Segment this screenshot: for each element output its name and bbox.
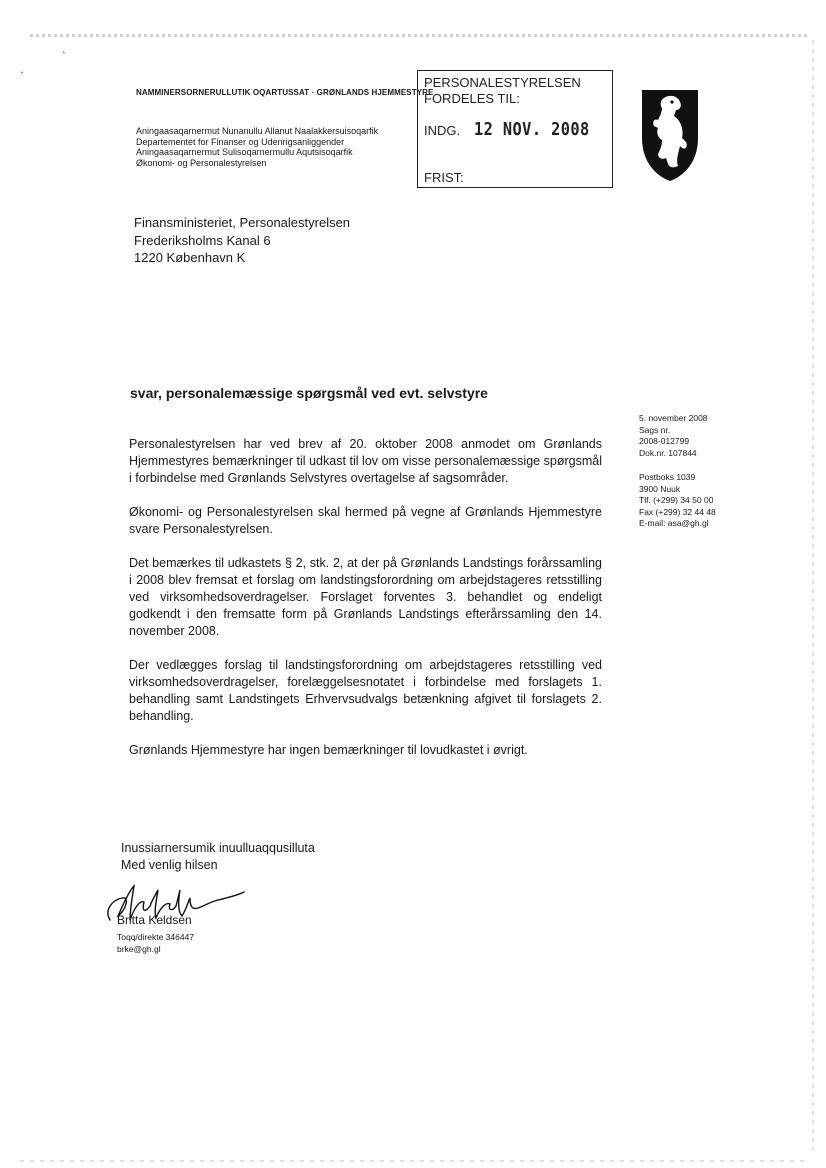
department-block [136,126,426,168]
case-number-label: Sags nr. [639,424,671,435]
body-paragraph: Grønlands Hjemmestyre har ingen bemærkninger til lovudkastet i øvrigt. [129,743,528,757]
stamp-indg-label: INDG. [424,123,461,138]
signer-name: Britta Keldsen [117,913,192,927]
closing-line-danish: Med venlig hilsen [121,858,218,872]
signer-contact [117,931,194,955]
recipient-address [134,214,350,267]
department-line: Økonomi- og Personalestyrelsen [136,157,267,168]
stamp-line2: FORDELES TIL: [424,91,520,106]
closing [121,840,315,874]
stamp-line1: PERSONALESTYRELSEN [424,75,581,90]
document-number: Dok.nr. 107844 [639,447,697,458]
email: E-mail: asa@gh.gl [639,518,709,528]
department-line: Aningaasaqarnermut Nunanullu Allanut Naalakkersuisoqarfik [136,126,379,136]
greenland-polar-bear-crest-icon [640,88,700,182]
letter-date: 5. november 2008 [639,413,708,423]
sender-meta [639,413,716,530]
scan-artifact-bottom [20,1160,810,1162]
letter-body [129,436,602,776]
sender-line: NAMMINERSORNERULLUTIK OQARTUSSAT · GRØNLANDS HJEMMESTYRE [136,88,434,97]
scan-artifact-top [30,34,810,37]
stamp-frist-label: FRIST: [424,170,464,185]
scan-mark: ˎ [62,40,66,54]
body-paragraph: Personalestyrelsen har ved brev af 20. oktober 2008 anmodet om Grønlands Hjemmestyres bemærkninger til udkast til lov om visse personalemæssige spørgsmål i forbindelse med Grønlands Selvstyres overtagelse af sagsområder. [129,437,602,485]
scan-mark: ˎ [20,60,24,74]
body-paragraph: Økonomi- og Personalestyrelsen skal hermed på vegne af Grønlands Hjemmestyre svare Personalestyrelsen. [129,505,602,536]
body-paragraph: Der vedlægges forslag til landstingsforordning om arbejdstageres retsstilling ved virksomhedsoverdragelser, forelæggelsesnotatet i forbindelse med forslagets 1. behandling samt Landstingets Erhvervsudvalgs betænkning afgivet til forslagets 2. behandling. [129,658,602,723]
postbox: Postboks 1039 [639,472,696,482]
recipient-line: Frederiksholms Kanal 6 [134,232,271,248]
closing-line-greenlandic: Inussiarnersumik inuulluaqqusilluta [121,841,315,855]
scan-artifact-right [812,40,814,1150]
recipient-line: Finansministeriet, Personalestyrelsen [134,215,351,230]
department-line: Departementet for Finanser og Udenrigsanliggender [136,136,345,147]
case-number: 2008-012799 [639,436,690,446]
stamp-indg-date: 12 NOV. 2008 [474,119,590,140]
received-stamp [417,70,613,188]
letter-subject: svar, personalemæssige spørgsmål ved evt. selvstyre [130,385,488,401]
signer-direct-phone: Toqq/direkte 346447 [117,932,195,942]
phone: Tlf. (+299) 34 50 00 [639,495,714,505]
department-line: Aningaasaqarnermut Sulisoqarnermullu Aqutsisoqarfik [136,147,353,157]
city: 3900 Nuuk [639,483,681,494]
fax: Fax (+299) 32 44 48 [639,506,716,517]
body-paragraph: Det bemærkes til udkastets § 2, stk. 2, at der på Grønlands Landstings forårssamling i 2008 blev fremsat et forslag om landstingsforordning om arbejdstageres retsstilling ved virksomhedsoverdragelser. Forslaget forventes 3. behandlet og endeligt godkendt i den fremsatte form på Grønlands Landstings efterårssamling den 14. november 2008. [129,556,602,638]
signer-email: brke@gh.gl [117,944,161,954]
recipient-line: 1220 København K [134,250,246,265]
